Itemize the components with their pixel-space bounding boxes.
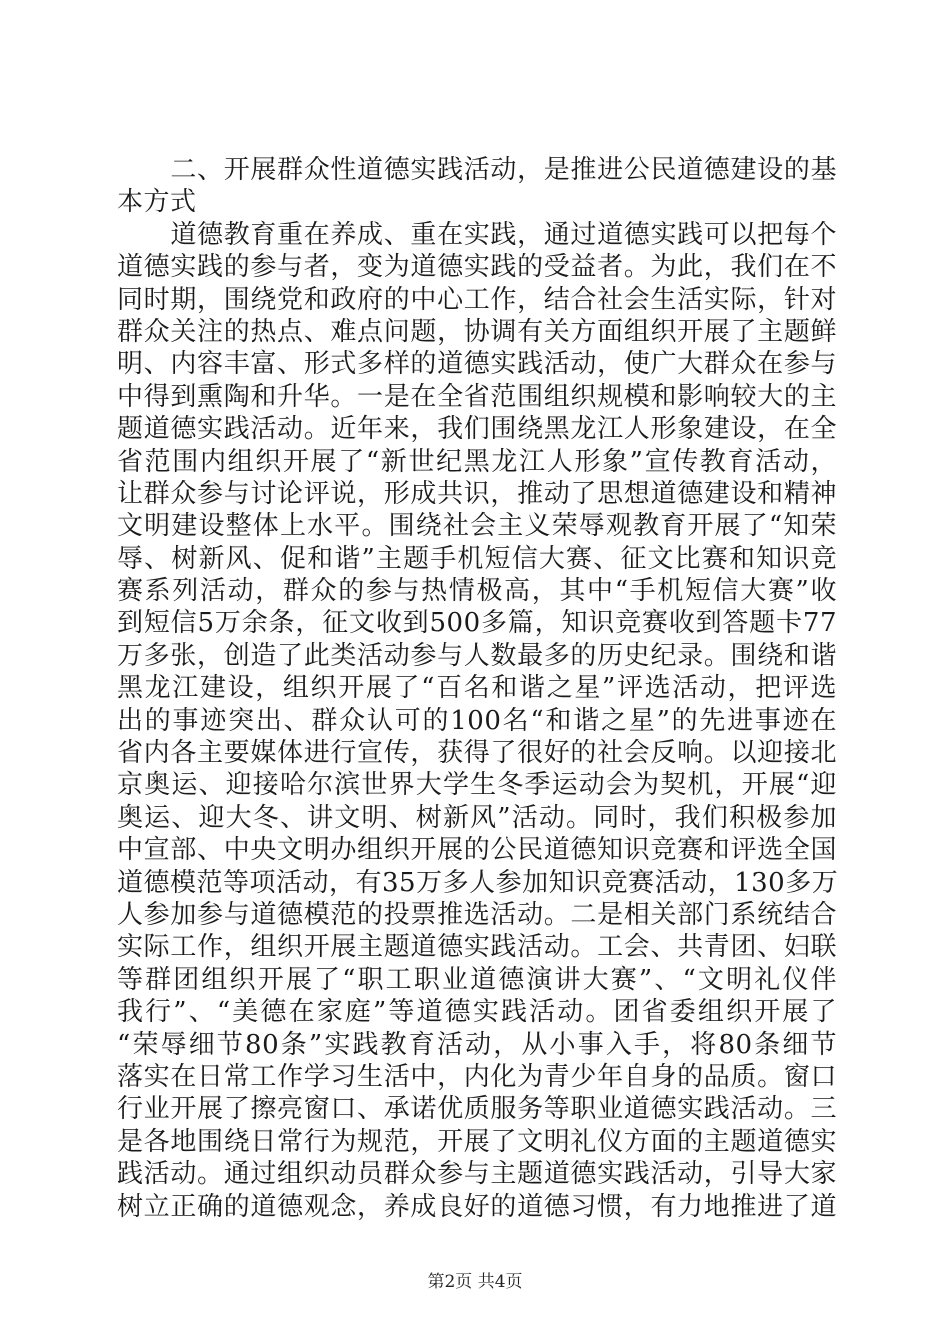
text-line: 同时期，围绕党和政府的中心工作，结合社会生活实际，针对: [117, 284, 837, 315]
text-line: 省内各主要媒体进行宣传，获得了很好的社会反响。以迎接北: [117, 738, 837, 769]
text-line: 二、开展群众性道德实践活动，是推进公民道德建设的基: [117, 155, 837, 185]
text-line: 道德教育重在养成、重在实践，通过道德实践可以把每个: [117, 219, 837, 250]
text-line: 群众关注的热点、难点问题，协调有关方面组织开展了主题鲜: [117, 316, 837, 347]
text-line: 省范围内组织开展了“新世纪黑龙江人形象”宣传教育活动，: [117, 446, 837, 477]
text-line: 道德模范等项活动，有35万多人参加知识竞赛活动，130多万: [117, 867, 839, 898]
text-line: 本方式: [117, 187, 197, 218]
text-line: 明、内容丰富、形式多样的道德实践活动，使广大群众在参与: [117, 349, 837, 380]
text-line: 践活动。通过组织动员群众参与主题道德实践活动，引导大家: [117, 1159, 837, 1190]
text-line: 树立正确的道德观念，养成良好的道德习惯，有力地推进了道: [117, 1191, 837, 1222]
text-line: 出的事迹突出、群众认可的100名“和谐之星”的先进事迹在: [117, 705, 837, 736]
text-line: 实际工作，组织开展主题道德实践活动。工会、共青团、妇联: [117, 932, 837, 963]
text-line: 我行”、“美德在家庭”等道德实践活动。团省委组织开展了: [117, 997, 837, 1028]
text-line: 是各地围绕日常行为规范，开展了文明礼仪方面的主题道德实: [117, 1126, 837, 1157]
text-line: 等群团组织开展了“职工职业道德演讲大赛”、“文明礼仪伴: [117, 964, 837, 995]
text-line: 京奥运、迎接哈尔滨世界大学生冬季运动会为契机，开展“迎: [117, 770, 837, 801]
text-line: 道德实践的参与者，变为道德实践的受益者。为此，我们在不: [117, 252, 837, 283]
text-line: 到短信5万余条，征文收到500多篇，知识竞赛收到答题卡77: [117, 608, 837, 639]
text-line: 中宣部、中央文明办组织开展的公民道德知识竞赛和评选全国: [117, 835, 837, 866]
text-line: 文明建设整体上水平。围绕社会主义荣辱观教育开展了“知荣: [117, 511, 837, 542]
body-text: [117, 154, 837, 1223]
text-line: “荣辱细节80条”实践教育活动，从小事入手，将80条细节: [117, 1029, 837, 1060]
text-line: 让群众参与讨论评说，形成共识，推动了思想道德建设和精神: [117, 478, 837, 509]
text-line: 奥运、迎大冬、讲文明、树新风”活动。同时，我们积极参加: [117, 802, 837, 833]
text-line: 黑龙江建设，组织开展了“百名和谐之星”评选活动，把评选: [117, 673, 837, 704]
text-line: 万多张，创造了此类活动参与人数最多的历史纪录。围绕和谐: [117, 640, 837, 671]
text-line: 落实在日常工作学习生活中，内化为青少年自身的品质。窗口: [117, 1061, 837, 1092]
text-line: 赛系列活动，群众的参与热情极高，其中“手机短信大赛”收: [117, 576, 837, 607]
page-footer: 第2页 共4页: [427, 1272, 523, 1292]
text-line: 行业开展了擦亮窗口、承诺优质服务等职业道德实践活动。三: [117, 1094, 837, 1125]
text-line: 辱、树新风、促和谐”主题手机短信大赛、征文比赛和知识竞: [117, 543, 837, 574]
text-line: 题道德实践活动。近年来，我们围绕黑龙江人形象建设，在全: [117, 414, 837, 445]
text-line: 中得到熏陶和升华。一是在全省范围组织规模和影响较大的主: [117, 381, 837, 412]
text-line: 人参加参与道德模范的投票推选活动。二是相关部门系统结合: [117, 899, 837, 930]
